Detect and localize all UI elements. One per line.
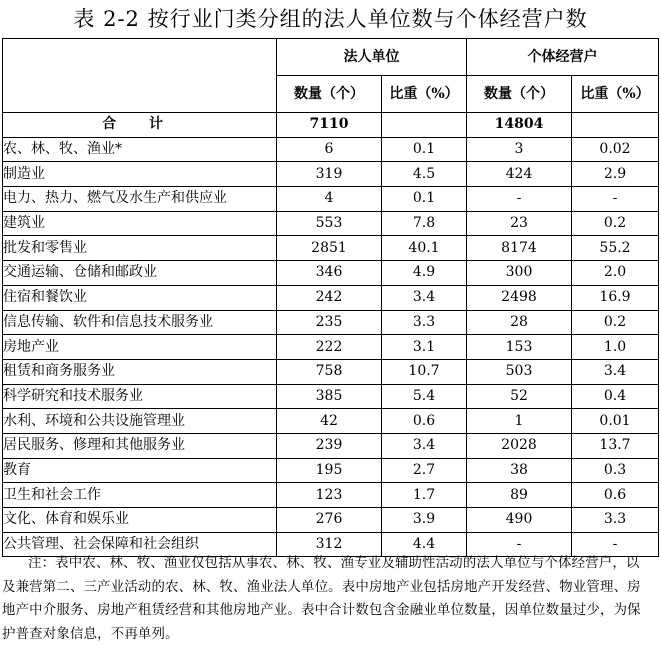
legal-count-cell: 346 xyxy=(277,261,382,286)
table-row xyxy=(3,285,659,310)
table-row xyxy=(3,236,659,261)
individual-share-cell: 55.2 xyxy=(572,236,659,261)
individual-count-cell: 89 xyxy=(467,483,572,508)
legal-count-cell: 42 xyxy=(277,409,382,434)
industry-name-cell: 建筑业 xyxy=(3,211,277,236)
individual-share-cell: - xyxy=(572,187,659,212)
individual-household-group-header: 个体经营户 xyxy=(467,39,659,76)
industry-name-cell: 教育 xyxy=(3,458,277,483)
total-legal-count: 7110 xyxy=(277,113,382,138)
industry-name-cell: 信息传输、软件和信息技术服务业 xyxy=(3,310,277,335)
industry-name-cell: 卫生和社会工作 xyxy=(3,483,277,508)
individual-share-cell: 13.7 xyxy=(572,433,659,458)
individual-count-cell: 28 xyxy=(467,310,572,335)
industry-name-cell: 公共管理、社会保障和社会组织 xyxy=(3,532,277,557)
total-individual-count: 14804 xyxy=(467,113,572,138)
individual-share-cell: 3.4 xyxy=(572,359,659,384)
legal-count-cell: 195 xyxy=(277,458,382,483)
legal-share-cell: 0.1 xyxy=(382,137,467,162)
table-title: 表 2-2 按行业门类分组的法人单位数与个体经营户数 xyxy=(73,7,588,31)
legal-count-cell: 222 xyxy=(277,335,382,360)
table-row xyxy=(3,187,659,212)
individual-share-cell: 0.02 xyxy=(572,137,659,162)
legal-count-cell: 4 xyxy=(277,187,382,212)
individual-count-cell: 153 xyxy=(467,335,572,360)
table-row xyxy=(3,433,659,458)
industry-name-cell: 水利、环境和公共设施管理业 xyxy=(3,409,277,434)
table-row xyxy=(3,335,659,360)
individual-count-cell: - xyxy=(467,532,572,557)
legal-count-cell: 312 xyxy=(277,532,382,557)
individual-count-cell: 1 xyxy=(467,409,572,434)
legal-share-cell: 3.3 xyxy=(382,310,467,335)
industry-name-cell: 住宿和餐饮业 xyxy=(3,285,277,310)
individual-count-cell: 52 xyxy=(467,384,572,409)
total-individual-share xyxy=(572,113,659,138)
legal-share-cell: 4.4 xyxy=(382,532,467,557)
individual-count-cell: 2028 xyxy=(467,433,572,458)
industry-name-cell: 制造业 xyxy=(3,162,277,187)
individual-share-cell: 0.01 xyxy=(572,409,659,434)
individual-count-cell: 38 xyxy=(467,458,572,483)
legal-count-cell: 242 xyxy=(277,285,382,310)
legal-share-cell: 5.4 xyxy=(382,384,467,409)
industry-name-cell: 批发和零售业 xyxy=(3,236,277,261)
individual-share-cell: 2.0 xyxy=(572,261,659,286)
individual-share-cell: 0.2 xyxy=(572,211,659,236)
individual-share-cell: - xyxy=(572,532,659,557)
legal-share-cell: 0.1 xyxy=(382,187,467,212)
legal-share-cell: 0.6 xyxy=(382,409,467,434)
industry-name-cell: 农、林、牧、渔业* xyxy=(3,137,277,162)
individual-count-cell: 503 xyxy=(467,359,572,384)
legal-count-header: 数量（个） xyxy=(277,76,382,113)
legal-share-cell: 10.7 xyxy=(382,359,467,384)
table-row xyxy=(3,137,659,162)
industry-header-cell xyxy=(3,39,277,113)
individual-count-cell: 23 xyxy=(467,211,572,236)
table-row xyxy=(3,211,659,236)
legal-share-cell: 3.9 xyxy=(382,508,467,533)
legal-count-cell: 553 xyxy=(277,211,382,236)
table-row xyxy=(3,384,659,409)
legal-count-cell: 385 xyxy=(277,384,382,409)
individual-share-header: 比重（%） xyxy=(572,76,659,113)
legal-unit-group-header: 法人单位 xyxy=(277,39,467,76)
individual-count-cell: 8174 xyxy=(467,236,572,261)
legal-count-cell: 2851 xyxy=(277,236,382,261)
industry-name-cell: 科学研究和技术服务业 xyxy=(3,384,277,409)
total-legal-share xyxy=(382,113,467,138)
individual-share-cell: 0.4 xyxy=(572,384,659,409)
legal-count-cell: 123 xyxy=(277,483,382,508)
table-row xyxy=(3,458,659,483)
table-row xyxy=(3,508,659,533)
table-row xyxy=(3,359,659,384)
industry-name-cell: 租赁和商务服务业 xyxy=(3,359,277,384)
table-row xyxy=(3,483,659,508)
legal-count-cell: 6 xyxy=(277,137,382,162)
table-row xyxy=(3,310,659,335)
total-row xyxy=(3,113,659,138)
individual-count-cell: 2498 xyxy=(467,285,572,310)
legal-share-cell: 7.8 xyxy=(382,211,467,236)
table-row xyxy=(3,162,659,187)
table-footnote: 注：表中农、林、牧、渔业仅包括从事农、林、牧、渔专业及辅助性活动的法人单位与个体经营户，以及兼营第二、三产业活动的农、林、牧、渔业法人单位。表中房地产业包括房地产开发经营、物业管理、房地产中介服务、房地产租赁经营和其他房地产业。表中合计数包含金融业单位数量，因单位数量过少，为保护普查对象信息，不再单列。 xyxy=(2,556,641,642)
legal-share-cell: 2.7 xyxy=(382,458,467,483)
individual-share-cell: 16.9 xyxy=(572,285,659,310)
individual-share-cell: 0.6 xyxy=(572,483,659,508)
individual-share-cell: 1.0 xyxy=(572,335,659,360)
individual-count-cell: 300 xyxy=(467,261,572,286)
individual-count-cell: - xyxy=(467,187,572,212)
individual-count-cell: 490 xyxy=(467,508,572,533)
individual-share-cell: 3.3 xyxy=(572,508,659,533)
individual-share-cell: 0.2 xyxy=(572,310,659,335)
individual-share-cell: 2.9 xyxy=(572,162,659,187)
legal-share-cell: 40.1 xyxy=(382,236,467,261)
individual-count-cell: 424 xyxy=(467,162,572,187)
legal-share-cell: 3.4 xyxy=(382,433,467,458)
industry-statistics-table xyxy=(2,38,659,557)
legal-share-header: 比重（%） xyxy=(382,76,467,113)
industry-name-cell: 文化、体育和娱乐业 xyxy=(3,508,277,533)
industry-name-cell: 房地产业 xyxy=(3,335,277,360)
table-row xyxy=(3,409,659,434)
legal-count-cell: 239 xyxy=(277,433,382,458)
legal-count-cell: 276 xyxy=(277,508,382,533)
industry-name-cell: 居民服务、修理和其他服务业 xyxy=(3,433,277,458)
legal-count-cell: 319 xyxy=(277,162,382,187)
individual-share-cell: 0.3 xyxy=(572,458,659,483)
legal-share-cell: 4.5 xyxy=(382,162,467,187)
individual-count-cell: 3 xyxy=(467,137,572,162)
total-label: 合 计 xyxy=(3,113,277,138)
legal-share-cell: 1.7 xyxy=(382,483,467,508)
industry-name-cell: 交通运输、仓储和邮政业 xyxy=(3,261,277,286)
industry-name-cell: 电力、热力、燃气及水生产和供应业 xyxy=(3,187,277,212)
legal-share-cell: 3.4 xyxy=(382,285,467,310)
legal-count-cell: 235 xyxy=(277,310,382,335)
legal-share-cell: 3.1 xyxy=(382,335,467,360)
table-row xyxy=(3,261,659,286)
legal-share-cell: 4.9 xyxy=(382,261,467,286)
legal-count-cell: 758 xyxy=(277,359,382,384)
individual-count-header: 数量（个） xyxy=(467,76,572,113)
